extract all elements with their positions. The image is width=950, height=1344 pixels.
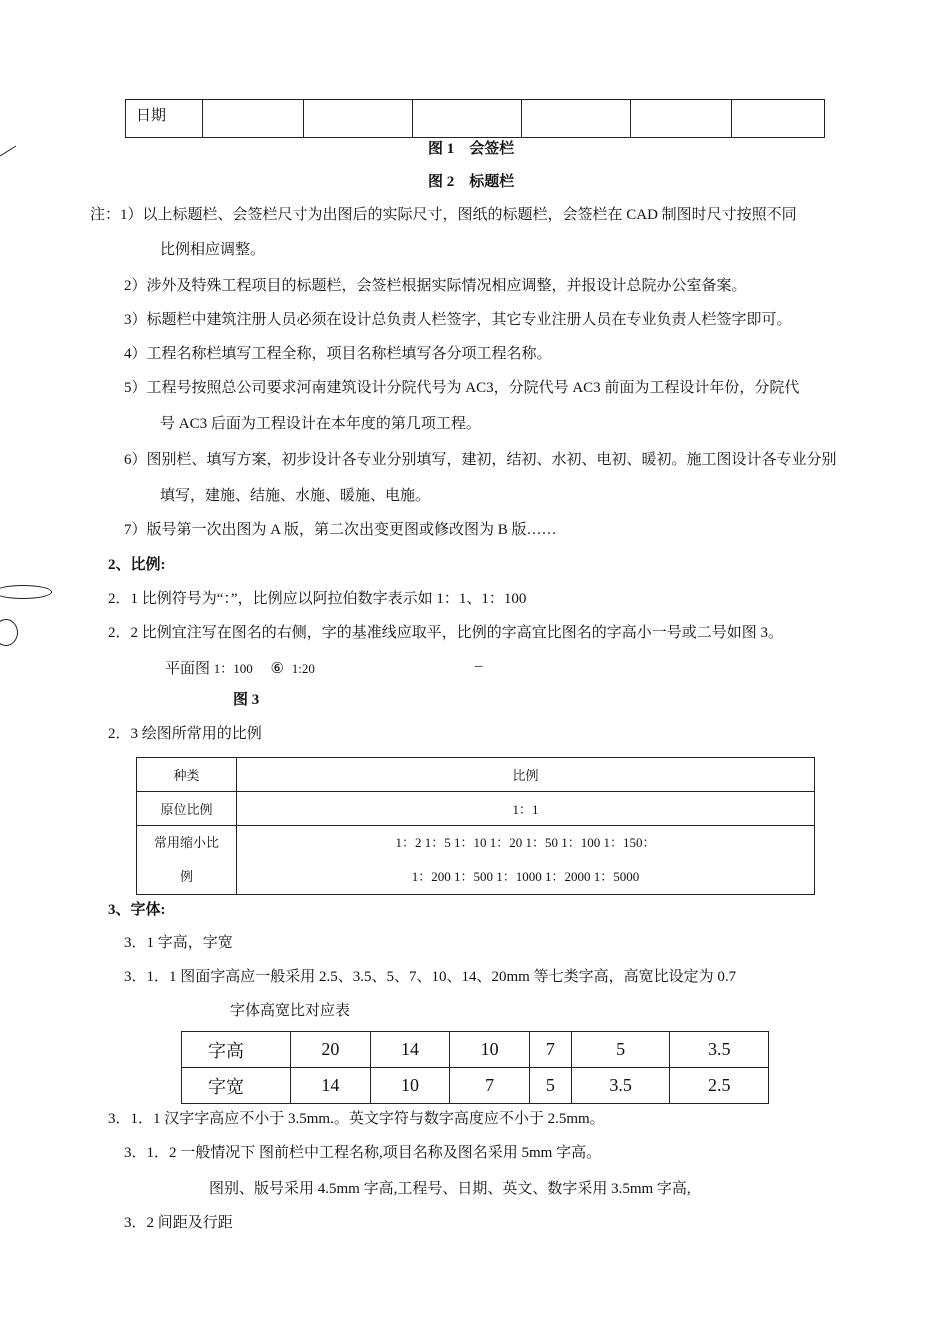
table-row [126,100,825,138]
type-line-2: 例 [179,869,193,884]
note-1-line-2: 比例相应调整。 [160,242,266,258]
font-table-title: 字体高宽比对应表 [230,1003,351,1019]
table-cell: 20 [291,1032,371,1068]
figure-2-caption: 图 2 标题栏 [428,174,515,190]
note-6-line-1: 6）图别栏、填写方案，初步设计各专业分别填写，建初，结初、水初、电初、暖初。施工图设计各专业分别 [124,452,837,468]
example-dash: – [475,658,483,674]
table-row [137,826,815,895]
table-cell: 比例 [237,758,815,792]
table-cell: 14 [370,1032,450,1068]
note-6-line-2: 填写，建施、结施、水施、暖施、电施。 [160,488,431,504]
table-cell [631,100,732,138]
table-cell [413,100,522,138]
section-2-heading: 2、比例: [108,557,166,573]
paragraph-2-3: 2．3 绘图所常用的比例 [108,726,262,742]
table-cell: 10 [370,1068,450,1104]
ratio-line-2: 1：200 1：500 1：1000 1：2000 1：5000 [411,869,640,884]
margin-circle-mark [0,619,18,646]
table-cell: 3.5 [571,1068,670,1104]
note-7: 7）版号第一次出图为 A 版，第二次出变更图或修改图为 B 版…… [124,522,557,538]
ratio-example [165,657,315,678]
table-cell: 字高 [182,1032,291,1068]
table-cell [304,100,413,138]
detail-circle-number: ⑥ [270,661,284,677]
table-cell: 5 [529,1068,571,1104]
note-4: 4）工程名称栏填写工程全称，项目名称栏填写各分项工程名称。 [124,346,552,362]
note-5-line-1: 5）工程号按照总公司要求河南建筑设计分院代号为 AC3，分院代号 AC3 前面为工程设计年份，分院代 [124,380,800,396]
table-cell: 2.5 [670,1068,769,1104]
margin-tick-mark [0,140,20,160]
sign-table [125,99,825,138]
table-cell [522,100,631,138]
section-3-heading: 3、字体: [108,902,166,918]
table-cell: 字宽 [182,1068,291,1104]
paragraph-2-1: 2．1 比例符号为“：”，比例应以阿拉伯数字表示如 1：1、1：100 [108,591,527,607]
margin-oval-mark [0,585,52,599]
table-cell: 1：1 [237,792,815,826]
paragraph-3-1-2-b: 图别、版号采用 4.5mm 字高,工程号、日期、英文、数字采用 3.5mm 字高, [209,1181,691,1197]
note-3: 3）标题栏中建筑注册人员必须在设计总负责人栏签字，其它专业注册人员在专业负责人栏签字即可。 [124,312,792,328]
paragraph-3-2: 3．2 间距及行距 [124,1215,233,1231]
figure-1-caption: 图 1 会签栏 [428,141,515,157]
table-row [182,1032,769,1068]
table-row [137,792,815,826]
figure-3-caption: 图 3 [233,692,260,708]
table-cell: 5 [571,1032,670,1068]
table-row [182,1068,769,1104]
font-size-table [181,1031,769,1104]
paragraph-3-1-1: 3．1．1 图面字高应一般采用 2.5、3.5、5、7、10、14、20mm 等七类字高，高宽比设定为 0.7 [124,969,737,985]
detail-ratio: 1:20 [291,661,315,676]
table-cell: 10 [450,1032,530,1068]
table-cell [126,100,203,138]
table-cell: 7 [529,1032,571,1068]
table-cell [732,100,825,138]
table-row [137,758,815,792]
table-cell [203,100,304,138]
date-label: 日期 [136,108,167,124]
note-1-line-1: 注：1）以上标题栏、会签栏尺寸为出图后的实际尺寸，图纸的标题栏，会签栏在 CAD 制图时尺寸按照不同 [90,207,797,223]
paragraph-3-1: 3．1 字高，字宽 [124,935,233,951]
table-cell: 7 [450,1068,530,1104]
plan-ratio: 1：100 [213,661,253,676]
ratio-table [136,757,815,895]
note-5-line-2: 号 AC3 后面为工程设计在本年度的第几项工程。 [160,416,481,432]
type-line-1: 常用缩小比 [153,835,219,850]
table-cell: 原位比例 [137,792,237,826]
table-cell: 种类 [137,758,237,792]
table-cell [237,826,815,895]
table-cell [137,826,237,895]
ratio-line-1: 1：2 1：5 1：10 1：20 1：50 1：100 1：150： [395,835,656,850]
note-2: 2）涉外及特殊工程项目的标题栏，会签栏根据实际情况相应调整，并报设计总院办公室备案。 [124,278,747,294]
paragraph-3-1-2: 3．1．2 一般情况下 图前栏中工程名称,项目名称及图名采用 5mm 字高。 [124,1145,602,1161]
paragraph-3-1-1-b: 3．1．1 汉字字高应不小于 3.5mm.。英文字符与数字高度应不小于 2.5mm。 [108,1111,605,1127]
table-cell: 3.5 [670,1032,769,1068]
table-cell: 14 [291,1068,371,1104]
paragraph-2-2: 2．2 比例宜注写在图名的右侧，字的基准线应取平，比例的字高宜比图名的字高小一号或二号如图 3。 [108,625,784,641]
plan-label: 平面图 [165,661,211,677]
